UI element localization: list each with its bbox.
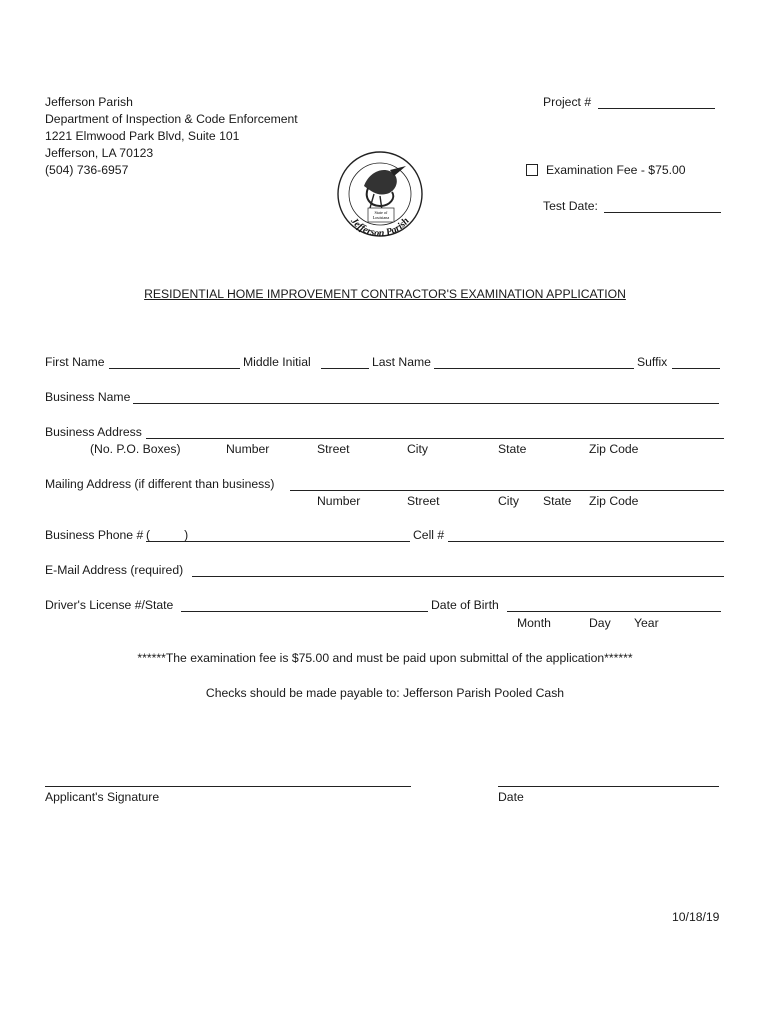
dob-label: Date of Birth <box>431 598 499 612</box>
suffix-field[interactable] <box>672 368 720 369</box>
org-street: 1221 Elmwood Park Blvd, Suite 101 <box>45 129 240 143</box>
area-code-parens: ( ) <box>146 528 189 542</box>
business-name-field[interactable] <box>133 403 719 404</box>
email-field[interactable] <box>192 576 724 577</box>
mailing-address-field[interactable] <box>290 490 724 491</box>
last-name-label: Last Name <box>372 355 431 369</box>
mailing-address-city-caption: City <box>498 494 519 508</box>
middle-initial-label: Middle Initial <box>243 355 311 369</box>
business-address-city-caption: City <box>407 442 428 456</box>
suffix-label: Suffix <box>637 355 668 369</box>
signature-date-field[interactable] <box>498 786 719 787</box>
business-address-zip-caption: Zip Code <box>589 442 639 456</box>
mailing-address-street-caption: Street <box>407 494 440 508</box>
business-phone-field[interactable] <box>146 541 410 542</box>
org-phone: (504) 736-6957 <box>45 163 129 177</box>
business-name-label: Business Name <box>45 390 131 404</box>
business-address-po-note: (No. P.O. Boxes) <box>90 442 181 456</box>
dob-day-caption: Day <box>589 616 611 630</box>
dob-field[interactable] <box>507 611 721 612</box>
cell-label: Cell # <box>413 528 445 542</box>
first-name-field[interactable] <box>109 368 240 369</box>
seal-louisiana-text: Louisiana <box>372 215 390 220</box>
middle-initial-field[interactable] <box>321 368 369 369</box>
mailing-address-zip-caption: Zip Code <box>589 494 639 508</box>
fee-note: ******The examination fee is $75.00 and must be paid upon submittal of the application****** <box>137 651 633 665</box>
mailing-address-state-caption: State <box>543 494 572 508</box>
business-address-label: Business Address <box>45 425 142 439</box>
drivers-license-label: Driver's License #/State <box>45 598 174 612</box>
project-number-label: Project # <box>543 95 592 109</box>
business-address-field[interactable] <box>146 438 724 439</box>
first-name-label: First Name <box>45 355 105 369</box>
drivers-license-field[interactable] <box>181 611 428 612</box>
jefferson-parish-seal-icon <box>334 148 426 240</box>
seal-state-text: State of <box>374 210 388 215</box>
test-date-label: Test Date: <box>543 199 598 213</box>
business-phone-label: Business Phone # <box>45 528 144 542</box>
exam-fee-checkbox[interactable] <box>526 164 538 176</box>
org-name: Jefferson Parish <box>45 95 133 109</box>
exam-fee-label: Examination Fee - $75.00 <box>546 163 686 177</box>
org-department: Department of Inspection & Code Enforcement <box>45 112 298 126</box>
form-title: RESIDENTIAL HOME IMPROVEMENT CONTRACTOR'S EXAMINATION APPLICATION <box>144 287 626 301</box>
business-address-number-caption: Number <box>226 442 270 456</box>
project-number-field[interactable] <box>598 108 715 109</box>
checks-note: Checks should be made payable to: Jefferson Parish Pooled Cash <box>205 686 565 700</box>
mailing-address-number-caption: Number <box>317 494 361 508</box>
org-city: Jefferson, LA 70123 <box>45 146 154 160</box>
applicant-signature-label: Applicant's Signature <box>45 790 160 804</box>
business-address-street-caption: Street <box>317 442 350 456</box>
dob-year-caption: Year <box>634 616 659 630</box>
mailing-address-label: Mailing Address (if different than business) <box>45 477 275 491</box>
dob-month-caption: Month <box>517 616 551 630</box>
cell-field[interactable] <box>448 541 724 542</box>
test-date-field[interactable] <box>604 212 721 213</box>
business-address-state-caption: State <box>498 442 527 456</box>
applicant-signature-field[interactable] <box>45 786 411 787</box>
signature-date-label: Date <box>498 790 524 804</box>
email-label: E-Mail Address (required) <box>45 563 184 577</box>
seal-ring-text: Jefferson Parish <box>348 215 412 240</box>
last-name-field[interactable] <box>434 368 634 369</box>
revision-date: 10/18/19 <box>672 910 720 924</box>
